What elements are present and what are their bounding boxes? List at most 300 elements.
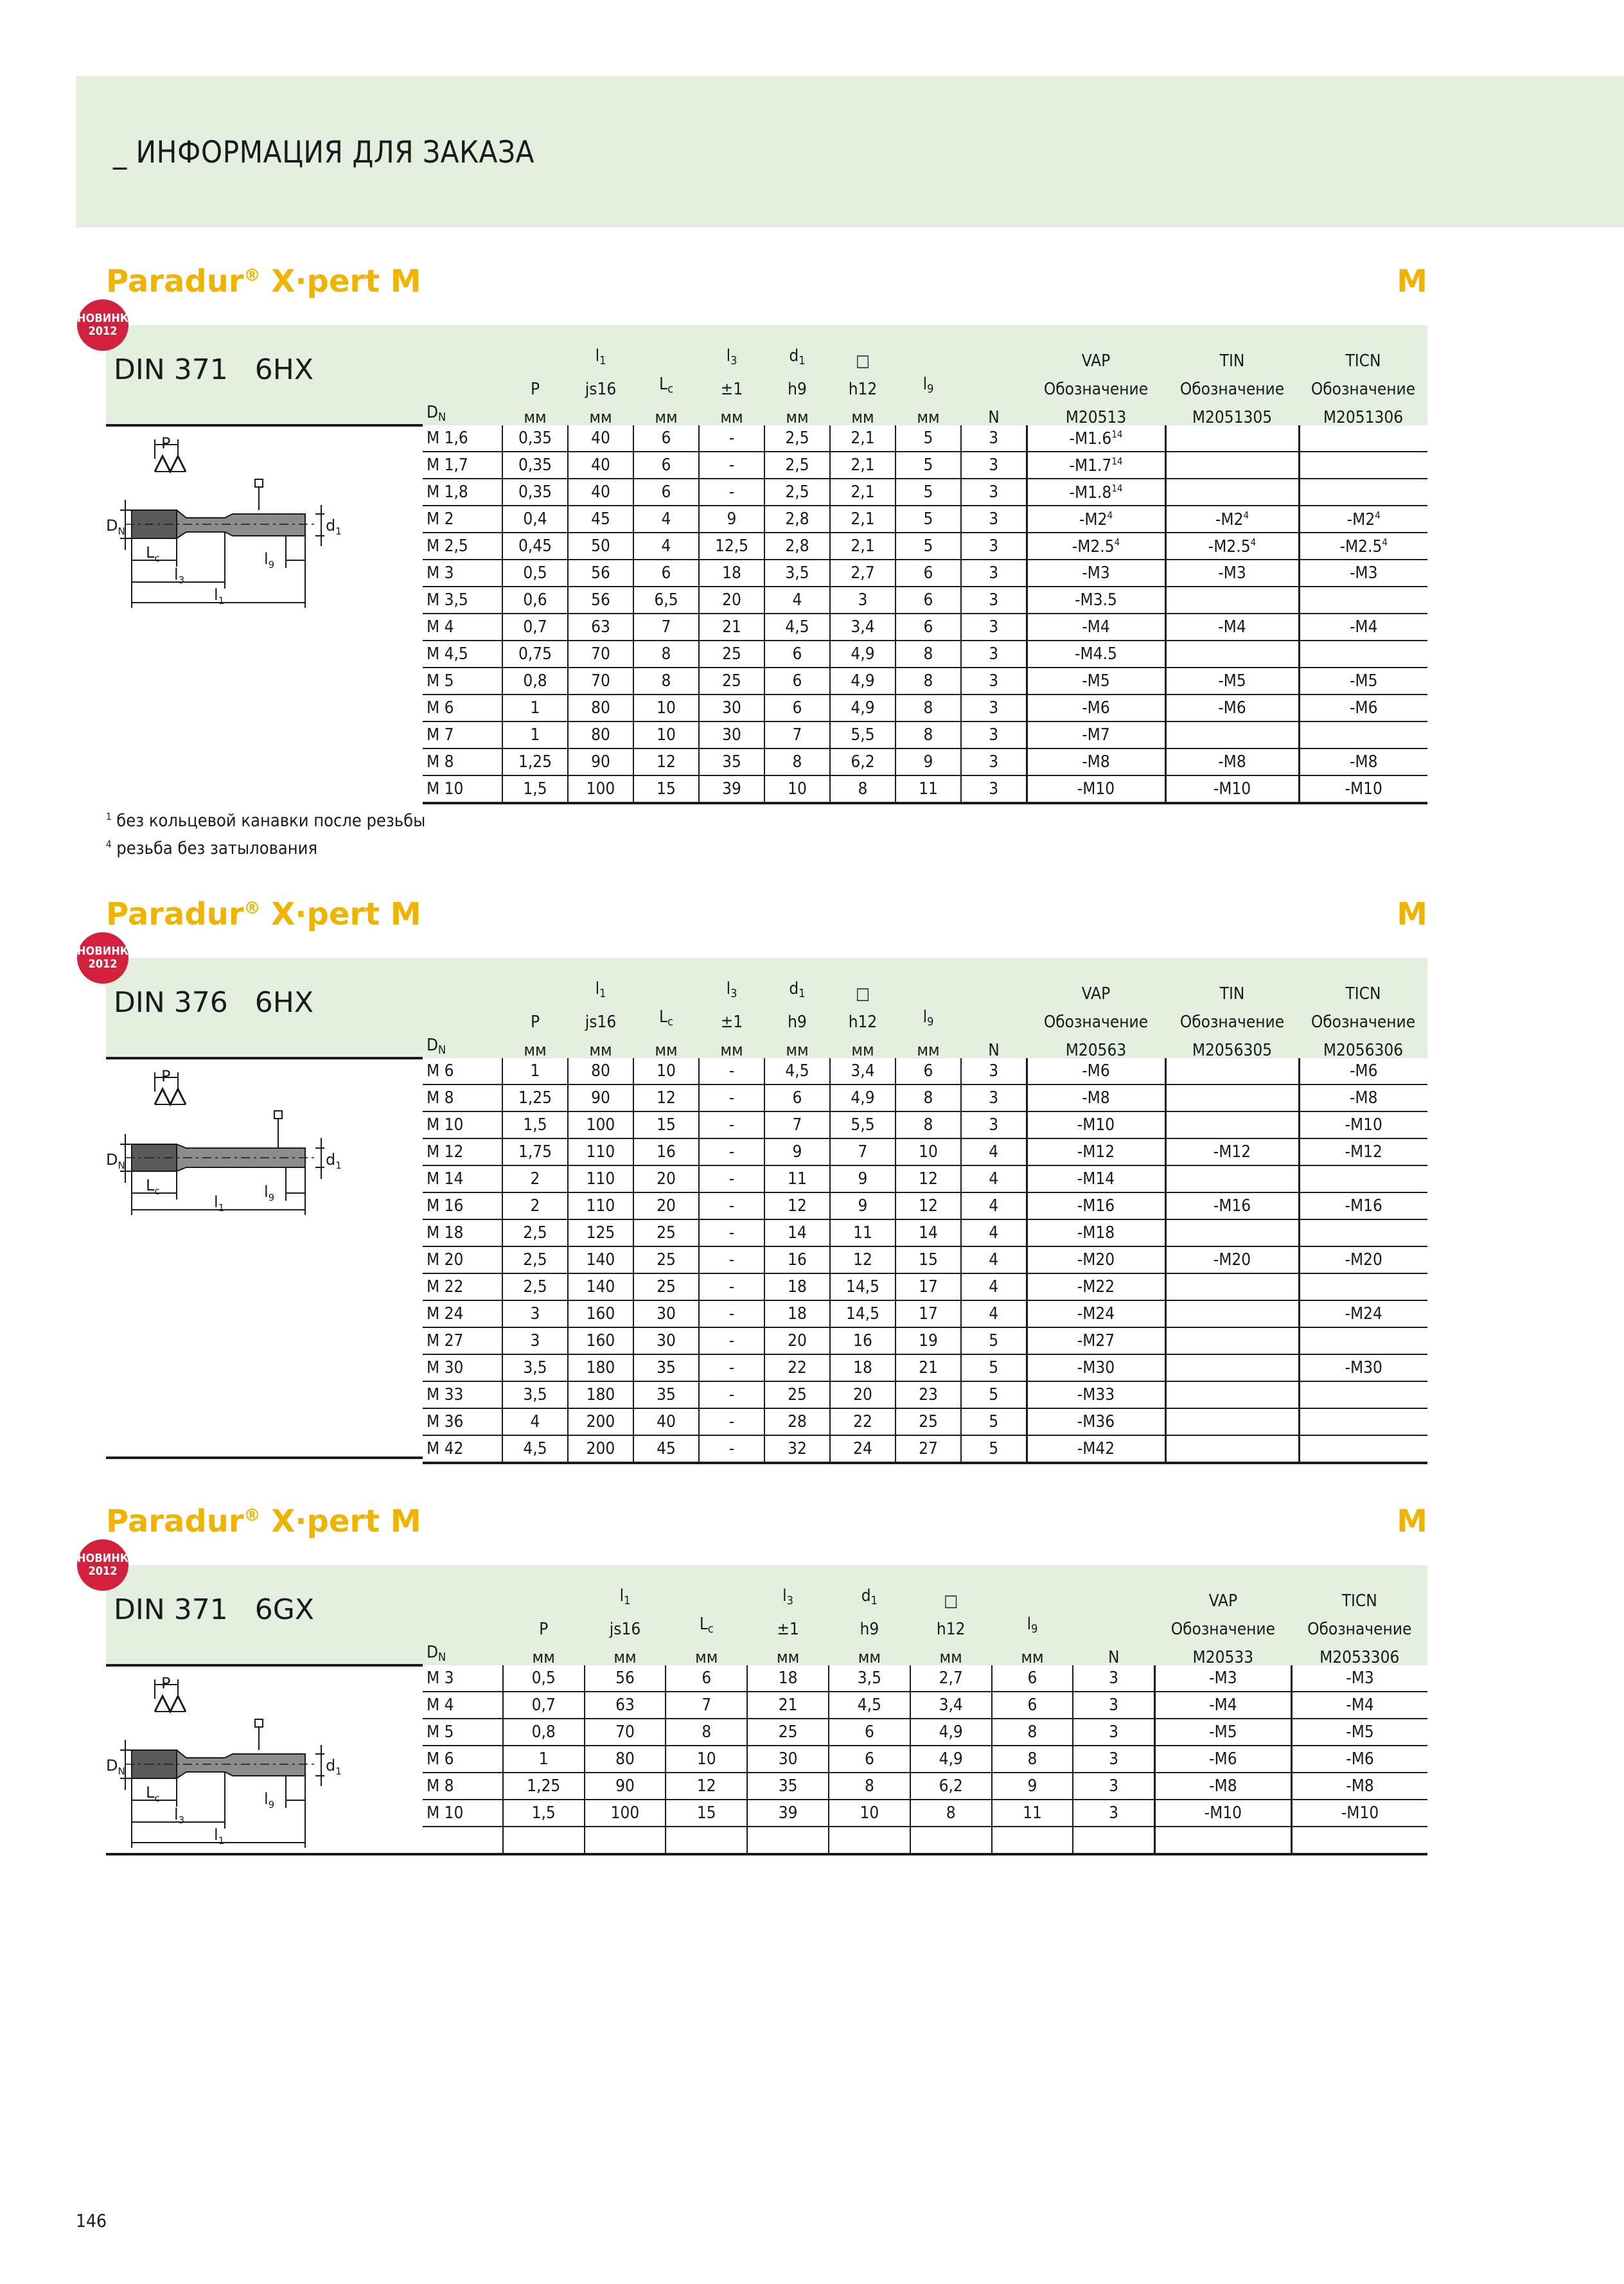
column-header-cell: P — [530, 1013, 540, 1032]
table-cell: 4,5 — [764, 614, 830, 641]
table-cell — [1292, 1827, 1427, 1854]
table-cell: -M6 — [1027, 1058, 1165, 1084]
table-cell: -M8 — [1299, 748, 1427, 775]
table-cell: 30 — [633, 1300, 699, 1327]
table-cell — [992, 1827, 1073, 1854]
table-cell: $-M1.6^{14}$ — [1027, 425, 1165, 452]
column-header-cell: js16 — [585, 1013, 617, 1032]
table-row — [423, 1058, 1427, 1084]
table-cell: -M5 — [1165, 668, 1299, 695]
table-cell: 8 — [633, 668, 699, 695]
table-cell: 10 — [666, 1746, 747, 1773]
table-cell: -M12 — [1299, 1138, 1427, 1165]
section-din371-6hx — [106, 263, 1427, 880]
table-row — [423, 1408, 1427, 1435]
row-size-cell: M 18 — [423, 1219, 502, 1246]
table-cell: 40 — [633, 1408, 699, 1435]
column-header-cell: $d_1$ — [861, 1586, 878, 1607]
header-row-l2 — [423, 373, 1427, 401]
table-cell: 6 — [896, 614, 961, 641]
column-header-cell: мм — [776, 1648, 800, 1667]
table-cell: 3 — [1073, 1692, 1154, 1719]
table-cell: 6 — [992, 1665, 1073, 1692]
table-cell: $-M2.5^4$ — [1299, 533, 1427, 560]
table-cell: 17 — [896, 1300, 961, 1327]
table-cell: -M3 — [1299, 560, 1427, 587]
column-header-cell: □ — [855, 351, 870, 371]
table-cell: 140 — [568, 1246, 633, 1273]
table-cell: 6,2 — [910, 1773, 992, 1800]
table-cell: 0,35 — [502, 425, 568, 452]
table-cell: 25 — [633, 1246, 699, 1273]
table-cell: 28 — [764, 1408, 830, 1435]
table-cell: -M3.5 — [1027, 587, 1165, 614]
table-cell — [1165, 1435, 1299, 1463]
table-cell: 4,9 — [830, 641, 896, 668]
svg-text:l9: $l_9$ — [264, 1183, 275, 1203]
table-cell — [1165, 587, 1299, 614]
table-cell: 14,5 — [830, 1300, 896, 1327]
table-cell: 2,5 — [502, 1219, 568, 1246]
column-header-cell: мм — [524, 1041, 547, 1060]
table-cell: 15 — [633, 1111, 699, 1138]
table-cell: 45 — [633, 1435, 699, 1463]
row-size-cell: M 1,8 — [423, 479, 502, 506]
table-cell — [747, 1827, 829, 1854]
new-2012-badge: НОВИНКА 2012 — [77, 1539, 128, 1591]
table-cell: -M22 — [1027, 1273, 1165, 1300]
svg-text:l1: $l_1$ — [214, 1826, 225, 1846]
column-header-cell: $L_c$ — [699, 1615, 714, 1636]
new-2012-badge: НОВИНКА 2012 — [77, 299, 128, 351]
table-row — [423, 668, 1427, 695]
table-cell: 22 — [764, 1354, 830, 1381]
table-cell: 2,7 — [910, 1665, 992, 1692]
column-header-cell — [502, 344, 568, 373]
table-cell: -M12 — [1027, 1138, 1165, 1165]
table-cell: -M16 — [1165, 1192, 1299, 1219]
table-cell: 23 — [896, 1381, 961, 1408]
table-cell — [1299, 1165, 1427, 1192]
column-header-cell: h9 — [860, 1620, 879, 1639]
table-cell: $-M1.8^{14}$ — [1027, 479, 1165, 506]
table-row — [423, 721, 1427, 748]
table-cell: - — [699, 1327, 764, 1354]
table-cell: - — [699, 1192, 764, 1219]
header-row-l1 — [423, 1584, 1427, 1613]
table-cell: 0,5 — [503, 1665, 585, 1692]
table-cell: 9 — [896, 748, 961, 775]
table-cell: $-M2^4$ — [1165, 506, 1299, 533]
section-din371-6gx — [106, 1503, 1427, 1876]
table-cell — [1165, 1408, 1299, 1435]
table-cell: -M3 — [1165, 560, 1299, 587]
table-cell: 17 — [896, 1273, 961, 1300]
row-size-cell: M 3,5 — [423, 587, 502, 614]
column-header-cell: мм — [851, 1041, 874, 1060]
table-cell — [1165, 1084, 1299, 1111]
table-cell: -M6 — [1292, 1746, 1427, 1773]
table-cell: 15 — [633, 775, 699, 803]
svg-text:DN: $D_N$ — [106, 1151, 125, 1171]
footnote-1: $^1$ без кольцевой канавки после резьбы — [106, 811, 426, 831]
column-header-cell: TICN — [1345, 351, 1381, 371]
column-header-cell: Обозначение — [1307, 1620, 1412, 1639]
table-cell: 35 — [699, 748, 764, 775]
table-cell: - — [699, 425, 764, 452]
table-cell — [1073, 1827, 1154, 1854]
table-cell: 1 — [502, 695, 568, 721]
table-cell: 25 — [896, 1408, 961, 1435]
table-row — [423, 479, 1427, 506]
svg-text:d1: $d_1$ — [326, 1757, 342, 1777]
table-cell: 4 — [633, 506, 699, 533]
column-header-cell: $D_N$ — [427, 1643, 446, 1664]
row-size-cell: M 6 — [423, 1746, 503, 1773]
table-cell: 4 — [961, 1192, 1027, 1219]
header-rule — [106, 1664, 423, 1667]
table-row — [423, 1827, 1427, 1854]
table-cell: 5 — [896, 506, 961, 533]
table-cell: -M36 — [1027, 1408, 1165, 1435]
column-header-cell: ±1 — [720, 380, 743, 399]
table-cell: -M10 — [1027, 775, 1165, 803]
column-header-cell: $l_9$ — [1027, 1615, 1038, 1636]
new-2012-badge: НОВИНКА 2012 — [77, 932, 128, 984]
table-cell: 3,4 — [830, 1058, 896, 1084]
row-size-cell: M 42 — [423, 1435, 502, 1463]
table-cell: 3 — [961, 560, 1027, 587]
table-cell: 2,8 — [764, 506, 830, 533]
table-row — [423, 587, 1427, 614]
table-cell: 8 — [896, 1084, 961, 1111]
table-cell: 3 — [961, 587, 1027, 614]
column-header-cell — [423, 1613, 503, 1641]
table-cell: 160 — [568, 1300, 633, 1327]
table-cell: 3 — [961, 748, 1027, 775]
column-header-cell — [896, 344, 961, 373]
table-cell: 6 — [633, 479, 699, 506]
standard-label: DIN 376 6HX — [114, 986, 313, 1019]
table-cell: 3 — [961, 1111, 1027, 1138]
row-size-cell — [423, 1827, 503, 1854]
table-cell: -M20 — [1299, 1246, 1427, 1273]
svg-text:P: P — [161, 1674, 171, 1692]
table-cell: $-M2.5^4$ — [1165, 533, 1299, 560]
table-cell: 100 — [585, 1800, 666, 1827]
table-cell — [666, 1827, 747, 1854]
svg-text:P: P — [161, 1067, 171, 1085]
column-header-cell: M2051305 — [1192, 408, 1273, 427]
column-headers — [423, 344, 1427, 429]
column-header-cell: TICN — [1345, 984, 1381, 1004]
table-cell: 1 — [502, 1058, 568, 1084]
table-cell — [1165, 1354, 1299, 1381]
table-cell: 25 — [633, 1219, 699, 1246]
column-header-cell — [423, 344, 502, 373]
table-cell — [1165, 721, 1299, 748]
table-cell: - — [699, 1165, 764, 1192]
table-cell — [1165, 641, 1299, 668]
table-cell: 3 — [1073, 1665, 1154, 1692]
column-header-cell: h12 — [848, 1013, 878, 1032]
column-header-cell: Обозначение — [1170, 1620, 1276, 1639]
table-cell: -M5 — [1292, 1719, 1427, 1746]
table-cell: $-M1.7^{14}$ — [1027, 452, 1165, 479]
table-cell: - — [699, 1138, 764, 1165]
column-header-cell: мм — [858, 1648, 881, 1667]
table-cell: -M5 — [1299, 668, 1427, 695]
table-cell: 140 — [568, 1273, 633, 1300]
table-cell: 9 — [764, 1138, 830, 1165]
svg-text:Lc: $L_c$ — [146, 544, 160, 564]
table-cell: 4,9 — [830, 695, 896, 721]
table-cell: 6 — [764, 695, 830, 721]
table-cell: 21 — [747, 1692, 829, 1719]
table-cell: 40 — [568, 479, 633, 506]
table-cell: 20 — [830, 1381, 896, 1408]
column-header-cell — [961, 1005, 1027, 1034]
table-cell: 12 — [633, 748, 699, 775]
table-cell: 6 — [829, 1746, 910, 1773]
table-cell: 2,5 — [764, 452, 830, 479]
table-cell: -M42 — [1027, 1435, 1165, 1463]
table-cell: 100 — [568, 1111, 633, 1138]
table-cell: 8 — [896, 695, 961, 721]
table-cell: 6 — [633, 425, 699, 452]
column-header-cell: N — [988, 1041, 1000, 1060]
table-cell: 1,25 — [503, 1773, 585, 1800]
table-cell: -M6 — [1154, 1746, 1291, 1773]
row-size-cell: M 10 — [423, 775, 502, 803]
standard-label: DIN 371 6GX — [114, 1593, 314, 1626]
table-row — [423, 506, 1427, 533]
table-cell: -M8 — [1027, 748, 1165, 775]
standard-label: DIN 371 6HX — [114, 353, 313, 386]
ordering-table — [423, 1665, 1427, 1855]
table-cell: 200 — [568, 1408, 633, 1435]
table-cell: 7 — [666, 1692, 747, 1719]
table-cell: 3 — [502, 1327, 568, 1354]
table-cell: 3 — [1073, 1800, 1154, 1827]
column-header-cell: M2056306 — [1323, 1041, 1404, 1060]
table-cell: 20 — [633, 1165, 699, 1192]
table-cell: 0,8 — [502, 668, 568, 695]
table-cell: 8 — [830, 775, 896, 803]
table-cell: 3 — [961, 668, 1027, 695]
table-cell: 35 — [633, 1354, 699, 1381]
table-cell: -M30 — [1299, 1354, 1427, 1381]
column-header-cell: N — [988, 408, 1000, 427]
column-header-cell: $l_1$ — [595, 346, 606, 367]
column-header-cell: M20513 — [1065, 408, 1127, 427]
table-cell: 6 — [829, 1719, 910, 1746]
table-cell: 4 — [961, 1165, 1027, 1192]
row-size-cell: M 14 — [423, 1165, 502, 1192]
table-cell: 15 — [666, 1800, 747, 1827]
table-cell: - — [699, 1273, 764, 1300]
table-cell: 4 — [961, 1138, 1027, 1165]
table-cell: -M6 — [1299, 1058, 1427, 1084]
table-cell: - — [699, 452, 764, 479]
column-header-cell: h9 — [788, 380, 807, 399]
table-cell: 4 — [961, 1273, 1027, 1300]
table-cell: 125 — [568, 1219, 633, 1246]
column-header-cell: мм — [786, 408, 809, 427]
product-title: Paradur® X·pert M — [106, 896, 421, 932]
table-cell: -M3 — [1154, 1665, 1291, 1692]
column-header-cell: мм — [589, 408, 612, 427]
column-header-cell: M20563 — [1065, 1041, 1127, 1060]
table-cell: 90 — [568, 1084, 633, 1111]
table-cell: 5 — [961, 1408, 1027, 1435]
column-header-cell: ±1 — [720, 1013, 743, 1032]
row-size-cell: M 2 — [423, 506, 502, 533]
column-header-cell — [423, 977, 502, 1005]
table-cell: 6 — [896, 587, 961, 614]
table-cell: -M10 — [1299, 775, 1427, 803]
table-cell: 6 — [764, 668, 830, 695]
column-header-cell: мм — [613, 1648, 637, 1667]
table-cell: 11 — [764, 1165, 830, 1192]
section-din376-6hx — [106, 896, 1427, 1474]
table-cell: 2,5 — [502, 1246, 568, 1273]
table-cell: 12 — [830, 1246, 896, 1273]
material-group-mark: M — [1397, 263, 1427, 299]
table-cell: 10 — [829, 1800, 910, 1827]
table-cell: 1 — [503, 1746, 585, 1773]
table-cell: 10 — [633, 1058, 699, 1084]
row-size-cell: M 10 — [423, 1111, 502, 1138]
column-header-cell — [961, 344, 1027, 373]
table-cell — [1299, 1273, 1427, 1300]
table-cell: 6 — [764, 1084, 830, 1111]
table-cell: 6 — [896, 560, 961, 587]
table-cell: 30 — [633, 1327, 699, 1354]
table-cell: 3 — [961, 1084, 1027, 1111]
table-cell: 2,7 — [830, 560, 896, 587]
table-row — [423, 1773, 1427, 1800]
table-row — [423, 1165, 1427, 1192]
row-size-cell: M 16 — [423, 1192, 502, 1219]
table-row — [423, 560, 1427, 587]
table-cell: 16 — [830, 1327, 896, 1354]
column-header-cell: $l_1$ — [619, 1586, 631, 1607]
column-header-cell: $l_3$ — [726, 979, 737, 1000]
table-cell: 5 — [896, 479, 961, 506]
header-rule — [106, 1057, 423, 1059]
table-cell: 110 — [568, 1165, 633, 1192]
table-cell: -M4 — [1292, 1692, 1427, 1719]
table-cell: 14 — [896, 1219, 961, 1246]
table-row — [423, 1246, 1427, 1273]
table-cell: 1,5 — [502, 775, 568, 803]
table-cell: 5 — [896, 425, 961, 452]
table-cell: 6 — [666, 1665, 747, 1692]
table-row — [423, 614, 1427, 641]
table-cell: 7 — [633, 614, 699, 641]
table-cell: 5 — [961, 1354, 1027, 1381]
table-cell: 1,25 — [502, 1084, 568, 1111]
svg-text:Lc: $L_c$ — [146, 1784, 160, 1804]
table-cell: $-M2.5^4$ — [1027, 533, 1165, 560]
table-cell: -M5 — [1154, 1719, 1291, 1746]
table-cell: -M4 — [1027, 614, 1165, 641]
table-cell: 9 — [830, 1165, 896, 1192]
table-cell: 63 — [568, 614, 633, 641]
table-cell — [1299, 1408, 1427, 1435]
table-cell: - — [699, 1300, 764, 1327]
table-cell: 8 — [896, 721, 961, 748]
column-header-cell: h12 — [936, 1620, 966, 1639]
table-cell: 160 — [568, 1327, 633, 1354]
table-cell: 1,5 — [503, 1800, 585, 1827]
column-header-cell — [666, 1584, 747, 1613]
column-header-cell: M2056305 — [1192, 1041, 1273, 1060]
table-cell: 80 — [568, 1058, 633, 1084]
table-cell: 0,4 — [502, 506, 568, 533]
table-cell: 30 — [699, 721, 764, 748]
column-header-cell: Обозначение — [1043, 380, 1149, 399]
column-header-cell: M2051306 — [1323, 408, 1404, 427]
table-cell — [1299, 1381, 1427, 1408]
table-cell: 6,5 — [633, 587, 699, 614]
table-cell: 5 — [961, 1435, 1027, 1463]
table-cell: 2,1 — [830, 425, 896, 452]
table-cell: 8 — [992, 1719, 1073, 1746]
table-cell: -M3 — [1292, 1665, 1427, 1692]
table-cell: -M27 — [1027, 1327, 1165, 1354]
table-cell: 3 — [961, 506, 1027, 533]
column-header-cell: M20533 — [1192, 1648, 1254, 1667]
svg-text:l9: $l_9$ — [264, 550, 275, 571]
ordering-table — [423, 1058, 1427, 1464]
table-cell: 110 — [568, 1138, 633, 1165]
column-header-cell: ±1 — [777, 1620, 799, 1639]
column-header-cell: мм — [720, 408, 743, 427]
table-cell: 3,5 — [502, 1381, 568, 1408]
svg-text:l1: $l_1$ — [214, 586, 225, 606]
page-header-banner — [76, 76, 1624, 227]
column-header-cell: TIN — [1219, 351, 1245, 371]
column-header-cell: js16 — [585, 380, 617, 399]
row-size-cell: M 22 — [423, 1273, 502, 1300]
table-cell: 9 — [992, 1773, 1073, 1800]
table-cell: 70 — [568, 641, 633, 668]
table-row — [423, 452, 1427, 479]
row-size-cell: M 4,5 — [423, 641, 502, 668]
table-cell: -M20 — [1027, 1246, 1165, 1273]
column-header-cell: мм — [720, 1041, 743, 1060]
table-cell — [1299, 452, 1427, 479]
table-cell — [1165, 1058, 1299, 1084]
table-cell — [1299, 479, 1427, 506]
table-cell: 200 — [568, 1435, 633, 1463]
table-cell: 3,4 — [910, 1692, 992, 1719]
column-header-cell: $l_1$ — [595, 979, 606, 1000]
table-cell: 11 — [896, 775, 961, 803]
column-header-cell: Обозначение — [1043, 1013, 1149, 1032]
row-size-cell: M 8 — [423, 1084, 502, 1111]
footnote-4: $^4$ резьба без затылования — [106, 838, 318, 858]
table-cell: 18 — [747, 1665, 829, 1692]
table-cell — [829, 1827, 910, 1854]
material-group-mark: M — [1397, 1503, 1427, 1539]
table-cell: 8 — [896, 641, 961, 668]
table-cell: 4 — [961, 1246, 1027, 1273]
table-cell — [1165, 1381, 1299, 1408]
table-cell: 6 — [633, 560, 699, 587]
